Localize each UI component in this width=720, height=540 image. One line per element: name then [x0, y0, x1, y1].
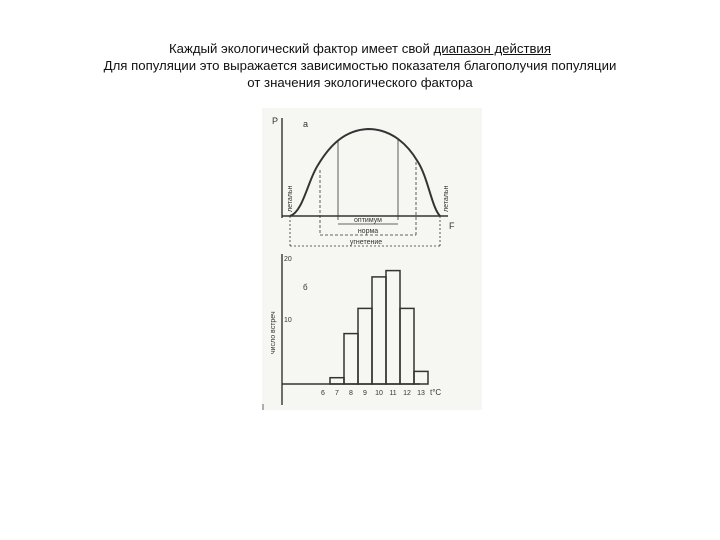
- histogram-bar-9: [358, 308, 372, 384]
- lethal-zone-right-label: летальн: [443, 185, 450, 212]
- panel-a-letter: а: [303, 119, 309, 129]
- header-line-1-text: Каждый экологический фактор имеет свой: [168, 41, 434, 56]
- temperature-unit-label: t°C: [430, 388, 442, 397]
- range-of-action-text: диапазон действия: [433, 41, 551, 56]
- histogram-bar-11: [386, 271, 400, 384]
- histogram-bar-8: [344, 334, 358, 384]
- panel-b-y-axis-label: число встреч: [270, 311, 277, 354]
- x-tick-label-13: 13: [417, 390, 425, 397]
- x-tick-label-12: 12: [403, 390, 411, 397]
- optimum-label: оптимум: [354, 217, 382, 224]
- suppression-label: угнетение: [349, 239, 383, 246]
- panel-b-y-tick-10: 10: [284, 317, 292, 324]
- histogram-bar-12: [400, 308, 414, 384]
- histogram-bar-7: [330, 378, 344, 384]
- norm-label: норма: [357, 228, 379, 235]
- panel-b-y-tick-20: 20: [284, 256, 292, 263]
- panel-a: [282, 118, 448, 246]
- x-tick-label-10: 10: [375, 390, 383, 397]
- x-tick-label-7: 7: [335, 390, 339, 397]
- histogram-bars: [330, 271, 428, 384]
- lethal-zone-left-label: летальн: [287, 185, 294, 212]
- panel-b-letter: б: [303, 283, 308, 292]
- x-tick-label-6: 6: [321, 390, 325, 397]
- tolerance-curve: [290, 129, 440, 216]
- histogram-bar-10: [372, 277, 386, 384]
- x-tick-label-11: 11: [389, 390, 397, 397]
- histogram-x-tick-labels: [321, 390, 425, 397]
- panel-a-x-axis-label: F: [449, 221, 455, 231]
- x-tick-label-8: 8: [349, 390, 353, 397]
- panel-a-y-axis-label: P: [272, 116, 279, 126]
- histogram-bar-13: [414, 371, 428, 384]
- x-tick-label-9: 9: [363, 390, 367, 397]
- header-line-2: Для популяции это выражается зависимостью показателя благополучия популяции: [103, 58, 617, 73]
- header-line-3: от значения экологического фактора: [247, 75, 473, 90]
